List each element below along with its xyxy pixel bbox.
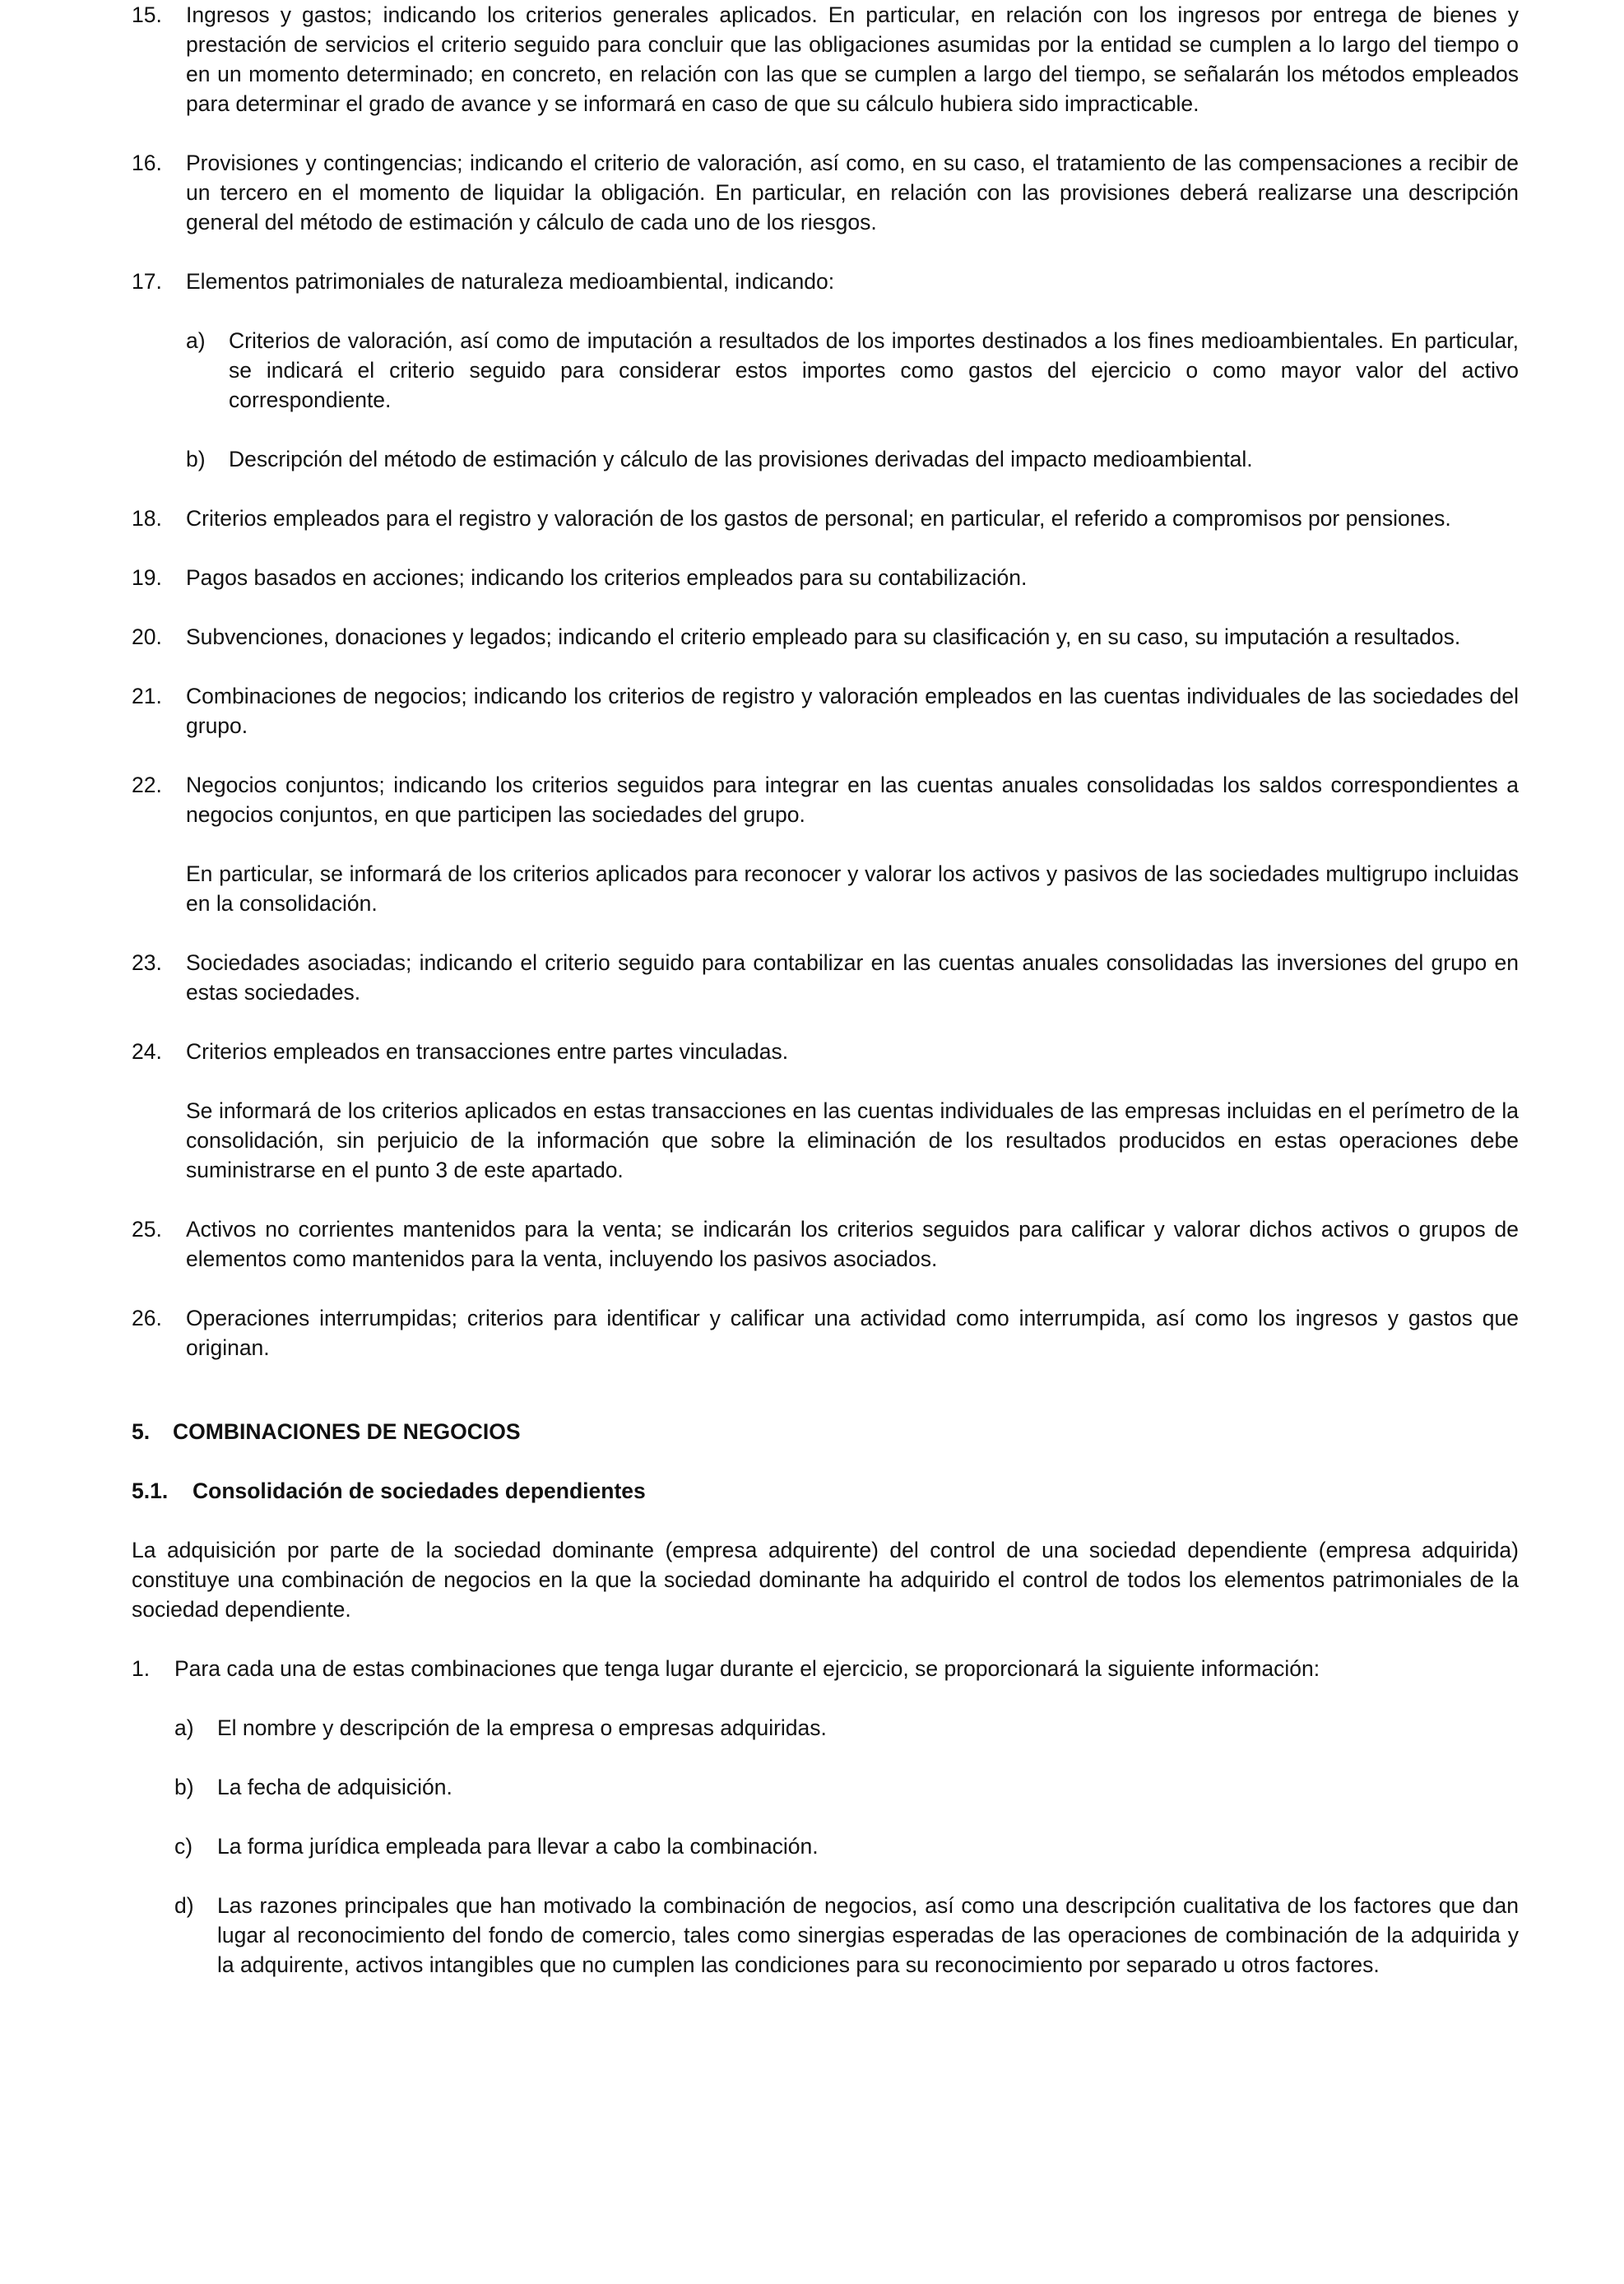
subsection-number: 5.1.	[132, 1479, 169, 1503]
item-text: Subvenciones, donaciones y legados; indicando el criterio empleado para su clasificación y, en su caso, su imputación a resultados.	[186, 624, 1461, 649]
sub-item-text: La fecha de adquisición.	[217, 1775, 452, 1799]
sub-item-text: Criterios de valoración, así como de imputación a resultados de los importes destinados a los fines medioambientales. En particular, se indicará el criterio seguido para considerar estos importes como gastos del ejercicio o como mayor valor del activo correspondiente.	[229, 328, 1519, 412]
list-item-23	[132, 948, 1519, 1007]
item-number: 23.	[132, 950, 162, 975]
item-number: 15.	[132, 2, 162, 27]
section-number: 5.	[132, 1419, 151, 1444]
list-item-24	[132, 1037, 1519, 1185]
sub-item-17a	[186, 326, 1519, 415]
item-text: Criterios empleados para el registro y valoración de los gastos de personal; en particular, el referido a compromisos por pensiones.	[186, 506, 1451, 531]
item-text: Pagos basados en acciones; indicando los criterios empleados para su contabilización.	[186, 565, 1028, 590]
document-page	[132, 0, 1519, 2009]
sub-item-d	[174, 1891, 1519, 1980]
item-number: 18.	[132, 506, 162, 531]
item-number: 20.	[132, 624, 162, 649]
list-item-20	[132, 622, 1519, 652]
sub-item-label: a)	[186, 328, 206, 353]
item-extra-paragraph: En particular, se informará de los criterios aplicados para reconocer y valorar los activos y pasivos de las sociedades multigrupo incluidas en la consolidación.	[186, 861, 1519, 916]
sub-item-text: El nombre y descripción de la empresa o empresas adquiridas.	[217, 1715, 827, 1740]
item-number: 26.	[132, 1306, 162, 1330]
sub-item-text: Las razones principales que han motivado la combinación de negocios, así como una descripción cualitativa de los factores que dan lugar al reconocimiento del fondo de comercio, tales como sinergias esperadas de las operaciones de combinación de la adquirida y la adquirente, activos intangibles que no cumplen las condiciones para su reconocimiento por separado u otros factores.	[217, 1893, 1519, 1977]
sub-item-c	[174, 1831, 1519, 1861]
section-heading	[132, 1417, 1519, 1446]
item-number: 21.	[132, 684, 162, 708]
sub-item-a	[174, 1713, 1519, 1743]
sub-item-label: d)	[174, 1893, 194, 1918]
list-item-19	[132, 563, 1519, 592]
sub-item-text: La forma jurídica empleada para llevar a cabo la combinación.	[217, 1834, 819, 1859]
item-text: Provisiones y contingencias; indicando el criterio de valoración, así como, en su caso, el tratamiento de las compensaciones a recibir de un tercero en el momento de liquidar la obligación. En particular, en relación con las provisiones deberá realizarse una descripción general del método de estimación y cálculo de cada uno de los riesgos.	[186, 151, 1519, 234]
point-number: 1.	[132, 1656, 151, 1681]
intro-paragraph: La adquisición por parte de la sociedad dominante (empresa adquirente) del control de una sociedad dependiente (empresa adquirida) constituye una combinación de negocios en la que la sociedad dominante ha adquirido el control de todos los elementos patrimoniales de la sociedad dependiente.	[132, 1538, 1519, 1622]
item-body	[186, 770, 1519, 918]
sub-item-17b	[186, 444, 1519, 474]
list-item-18	[132, 504, 1519, 533]
item-text: Elementos patrimoniales de naturaleza medioambiental, indicando:	[186, 269, 835, 294]
item-text: Operaciones interrumpidas; criterios para identificar y calificar una actividad como interrumpida, así como los ingresos y gastos que originan.	[186, 1306, 1519, 1360]
item-text: Combinaciones de negocios; indicando los criterios de registro y valoración empleados en las cuentas individuales de las sociedades del grupo.	[186, 684, 1519, 738]
list-item-16	[132, 148, 1519, 237]
item-extra-paragraph: Se informará de los criterios aplicados en estas transacciones en las cuentas individuales de las empresas incluidas en el perímetro de la consolidación, sin perjuicio de la información que sobre la eliminación de los resultados producidos en estas operaciones debe suministrarse en el punto 3 de este apartado.	[186, 1098, 1519, 1182]
sub-item-label: a)	[174, 1715, 194, 1740]
sub-item-label: b)	[186, 447, 206, 471]
item-number: 24.	[132, 1039, 162, 1064]
list-item-25	[132, 1214, 1519, 1274]
point-1	[132, 1654, 1519, 1683]
subsection-heading	[132, 1476, 1519, 1506]
item-body	[186, 1037, 1519, 1185]
item-text: Activos no corrientes mantenidos para la venta; se indicarán los criterios seguidos para calificar y valorar dichos activos o grupos de elementos como mantenidos para la venta, incluyendo los pasivos asociados.	[186, 1217, 1519, 1271]
sub-item-label: c)	[174, 1834, 193, 1859]
item-number: 19.	[132, 565, 162, 590]
item-text: Ingresos y gastos; indicando los criterios generales aplicados. En particular, en relación con los ingresos por entrega de bienes y prestación de servicios el criterio seguido para concluir que las obligaciones asumidas por la entidad se cumplen a lo largo del tiempo o en un momento determinado; en concreto, en relación con las que se cumplen a largo del tiempo, se señalarán los métodos empleados para determinar el grado de avance y se informará en caso de que su cálculo hubiera sido impracticable.	[186, 2, 1519, 116]
subsection-title: Consolidación de sociedades dependientes	[193, 1479, 646, 1503]
sub-item-text: Descripción del método de estimación y cálculo de las provisiones derivadas del impacto medioambiental.	[229, 447, 1253, 471]
list-item-15	[132, 0, 1519, 118]
point-text: Para cada una de estas combinaciones que tenga lugar durante el ejercicio, se proporcionará la siguiente información:	[174, 1656, 1320, 1681]
item-number: 22.	[132, 773, 162, 797]
list-item-17	[132, 267, 1519, 296]
item-number: 16.	[132, 151, 162, 175]
list-item-21	[132, 681, 1519, 740]
item-number: 17.	[132, 269, 162, 294]
item-number: 25.	[132, 1217, 162, 1242]
list-item-22	[132, 770, 1519, 918]
item-text: Sociedades asociadas; indicando el criterio seguido para contabilizar en las cuentas anuales consolidadas las inversiones del grupo en estas sociedades.	[186, 950, 1519, 1005]
list-item-26	[132, 1303, 1519, 1363]
item-text: Negocios conjuntos; indicando los criterios seguidos para integrar en las cuentas anuales consolidadas los saldos correspondientes a negocios conjuntos, en que participen las sociedades del grupo.	[186, 773, 1519, 827]
section-title: COMBINACIONES DE NEGOCIOS	[173, 1419, 521, 1444]
sub-item-b	[174, 1772, 1519, 1802]
item-text: Criterios empleados en transacciones entre partes vinculadas.	[186, 1039, 789, 1064]
sub-item-label: b)	[174, 1775, 194, 1799]
